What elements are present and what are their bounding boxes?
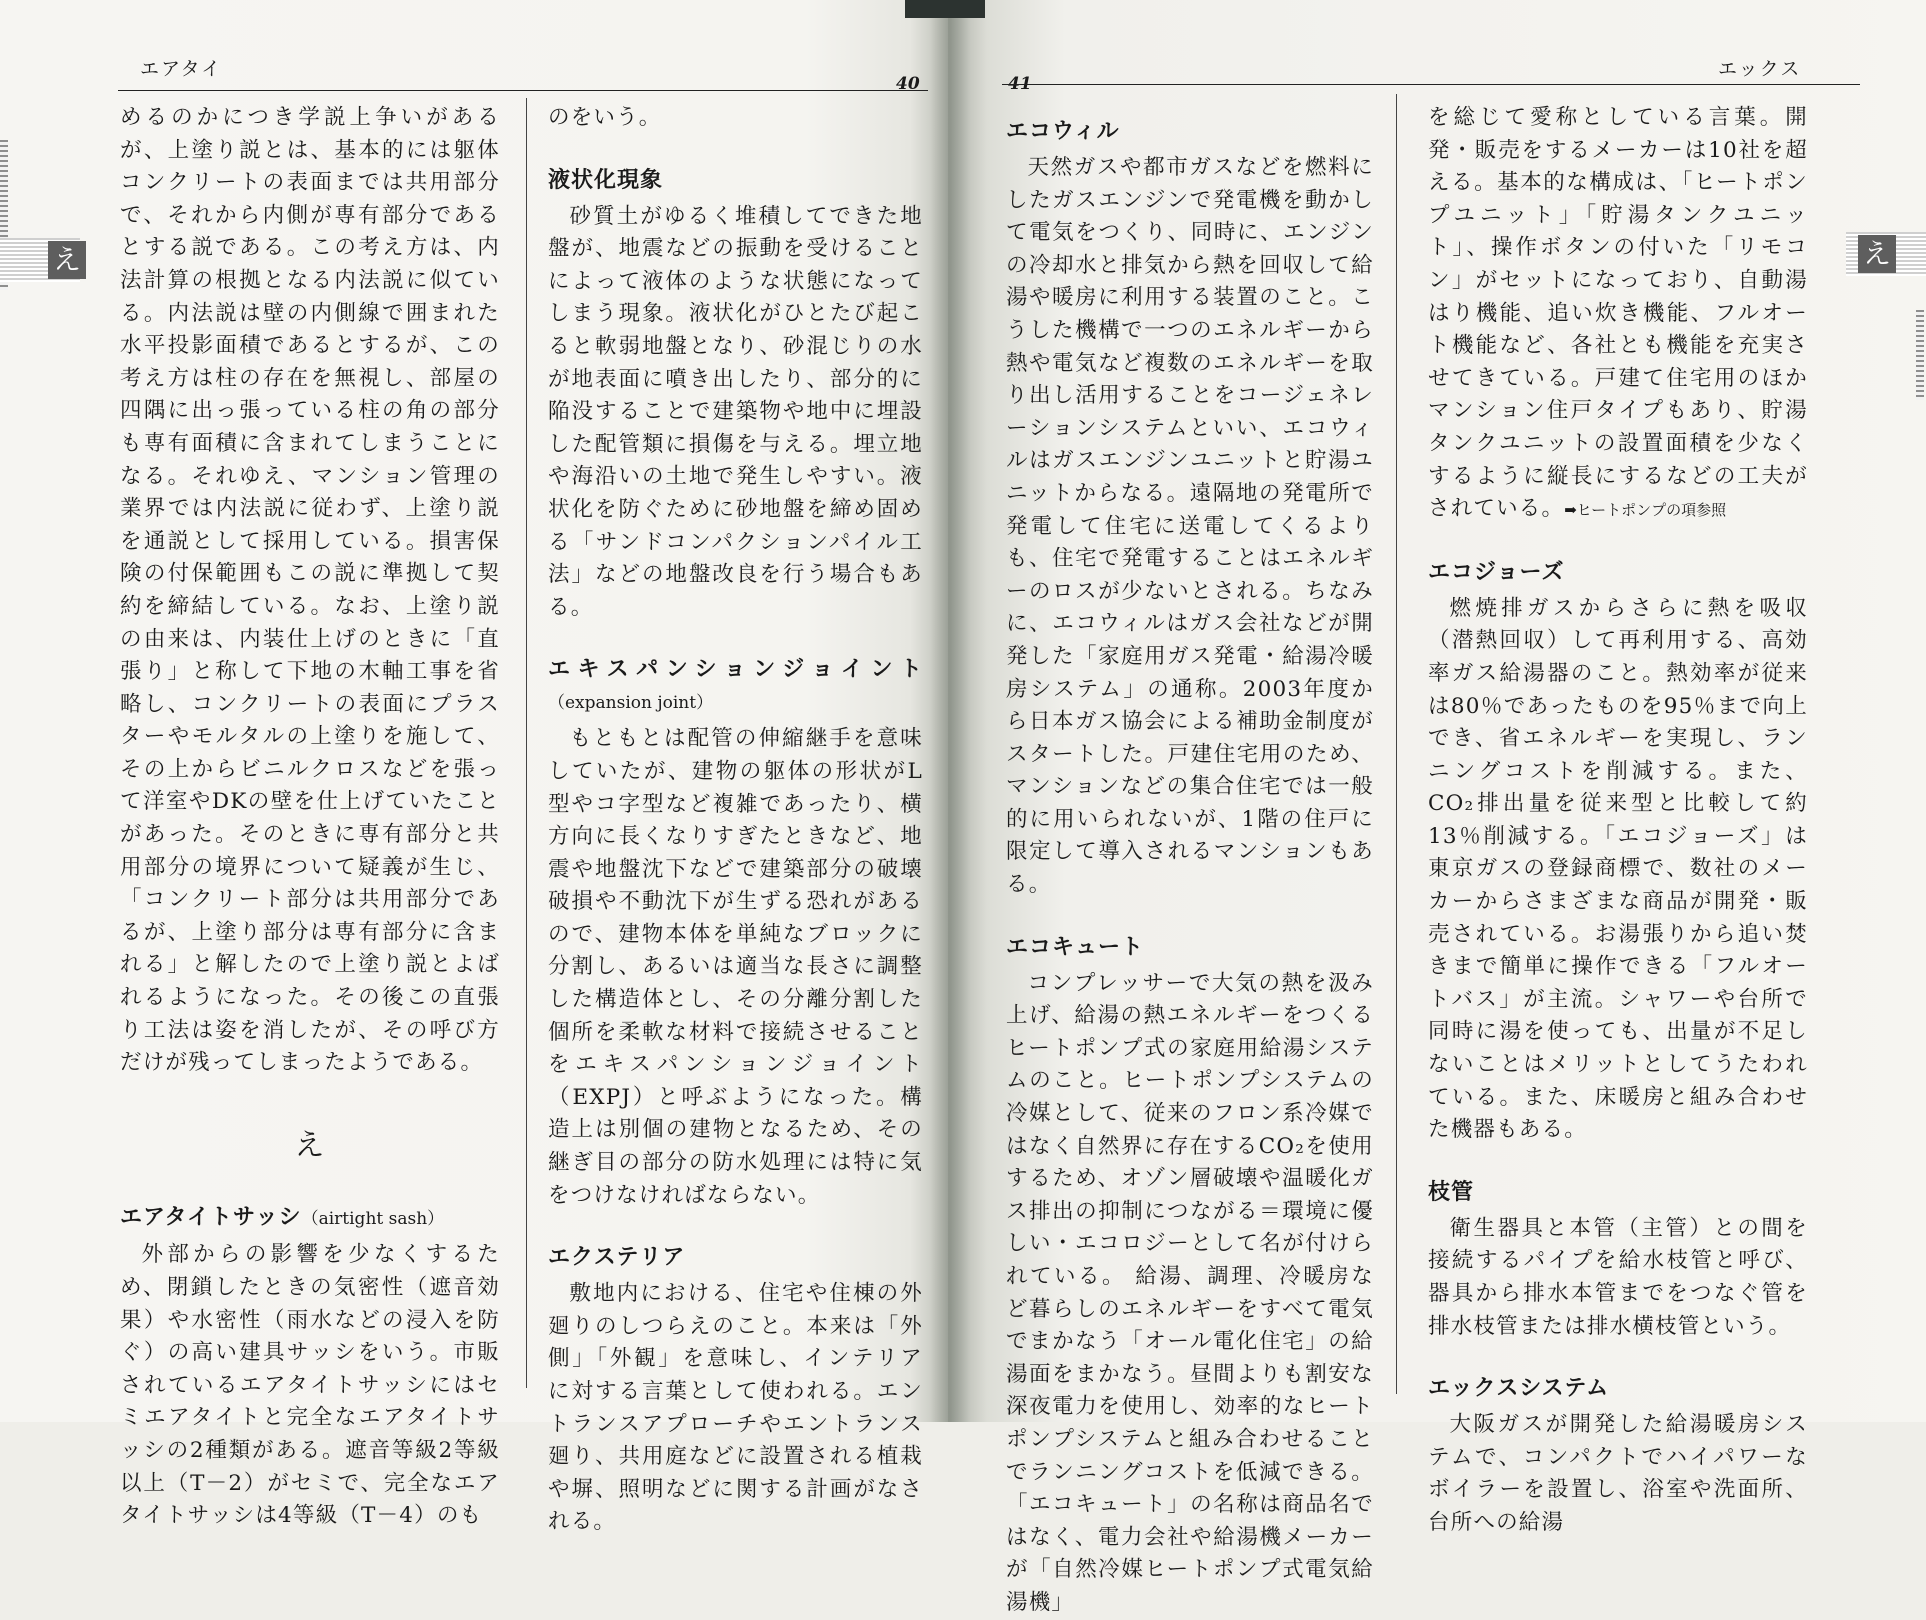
entry-title-english: （airtight sash） bbox=[301, 1209, 445, 1230]
entry-heading bbox=[548, 654, 923, 719]
page-edge-marks bbox=[1916, 310, 1924, 400]
entry-continuation: のをいう。 bbox=[548, 105, 662, 130]
entry-title: エアタイトサッシ bbox=[120, 1205, 302, 1231]
entry-body: もともとは配管の伸縮継手を意味していたが、建物の躯体の形状がL型やコ字型など複雑であったり、横方向に長くなりすぎたときなど、地震や地盤沈下などで建築部分の破壊破損や不動沈下が生ずる恐れがあるので、建物本体を単純なブロックに分割し、あるいは適当な長さに調整した構造体とし、その分離分割した個所を柔軟な材料で接続させることをエキスパンションジョイント（EXPJ）と呼ぶようになった。構造上は別個の建物となるため、その継ぎ目の部分の防水処理には特に気をつけなければならない。 bbox=[548, 726, 923, 1208]
section-letter: え bbox=[294, 1127, 326, 1163]
running-head-left: エアタイ bbox=[140, 58, 223, 80]
entry-body: 天然ガスや都市ガスなどを燃料にしたガスエンジンで発電機を動かして電気をつくり、同時に、エンジンの冷却水と排気から熱を回収して給湯や暖房に利用する装置のこと。こうした機構で一つのエネルギーから熱や電気など複数のエネルギーを取り出し活用することをコージェネレーションシステムといい、エコウィルはガスエンジンユニットと貯湯ユニットからなる。遠隔地の発電所で発電して住宅に送電してくるよりも、住宅で発電することはエネルギーのロスが少ないとされる。ちなみに、エコウィルはガス会社などが開発した「家庭用ガス発電・給湯冷暖房システム」の通称。2003年度から日本ガス協会による補助金制度がスタートした。戸建住宅用のため、マンションなどの集合住宅では一般的に用いられないが、1階の住戸に限定して導入されるマンションもある。 bbox=[1006, 155, 1374, 898]
column-divider-left bbox=[526, 98, 527, 1388]
entry-continuation-para bbox=[1428, 102, 1808, 527]
entry-title-english: （expansion joint） bbox=[548, 693, 714, 714]
entry-body: 砂質土がゆるく堆積してできた地盤が、地震などの振動を受けることによって液体のような状態になってしまう現象。液状化がひとたび起こると軟弱地盤となり、砂混じりの水が地表面に噴き出したり、部分的に陥没することで建築物や地中に埋設した配管類に損傷を与える。埋立地や海沿いの土地で発生しやすい。液状化を防ぐために砂地盤を締め固める「サンドコンパクションパイル工法」などの地盤改良を行う場合もある。 bbox=[548, 203, 923, 620]
entry-body: コンプレッサーで大気の熱を汲み上げ、給湯の熱エネルギーをつくるヒートポンプ式の家庭用給湯システムのこと。ヒートポンプシステムの冷媒として、従来のフロン系冷媒ではなく自然界に存在するCO₂を使用するため、オゾン層破壊や温暖化ガス排出の抑制につながる＝環境に優しい・エコロジーとして名が付けられている。 給湯、調理、冷暖房など暮らしのエネルギーをすべて電気でまかなう「オール電化住宅」の給湯面をまかなう。昼間よりも割安な深夜電力を使用し、効率的なヒートポンプシステムと組み合わせることでランニングコストを低減できる。「エコキュート」の名称は商品名ではなく、電力会社や給湯機メーカーが「自然冷媒ヒートポンプ式電気給湯機」 bbox=[1006, 970, 1374, 1615]
entry-body: 外部からの影響を少なくするため、閉鎖したときの気密性（遮音効果）や水密性（雨水などの浸入を防ぐ）の高い建具サッシをいう。市販されているエアタイトサッシにはセミエアタイトと完全なエアタイトサッシの2種類がある。遮音等級2等級以上（T－2）がセミで、完全なエアタイトサッシは4等級（T－4）のも bbox=[120, 1242, 500, 1529]
column-4 bbox=[1428, 102, 1808, 1535]
column-2 bbox=[548, 102, 923, 1535]
column-divider-right bbox=[1396, 94, 1397, 1394]
book-spine-shadow bbox=[930, 0, 970, 1422]
entry-heading bbox=[120, 1202, 500, 1235]
entry-continuation: めるのかにつき学説上争いがあるが、上塗り説とは、基本的には躯体コンクリートの表面までは共用部分で、それから内側が専有部分であるとする説である。この考え方は、内法計算の根拠となる内法説に似ている。内法説は壁の内側線で囲まれた水平投影面積であるとするが、この考え方は柱の存在を無視し、部屋の四隅に出っ張っている柱の角の部分も専有面積に含まれてしまうことになる。それゆえ、マンション管理の業界では内法説に従わず、上塗り説を通説として採用している。損害保険の付保範囲もこの説に準拠して契約を締結している。なお、上塗り説の由来は、内装仕上げのときに「直張り」と称して下地の木軸工事を省略し、コンクリートの表面にプラスターやモルタルの上塗りを施して、その上からビニルクロスなどを張って洋室やDKの壁を仕上げていたことがあった。そのときに専有部分と共用部分の境界について疑義が生じ、「コンクリート部分は共用部分であるが、上塗り部分は専有部分に含まれる」と解したので上塗り説とよばれるようになった。その後この直張り工法は姿を消したが、その呼び方だけが残ってしまったようである。 bbox=[120, 105, 500, 1076]
left-page bbox=[0, 0, 948, 1535]
book-spine-top bbox=[905, 0, 985, 18]
column-3 bbox=[1006, 102, 1374, 1615]
thumb-index-letter-left: え bbox=[48, 241, 86, 279]
entry-body: 衛生器具と本管（主管）との間を接続するパイプを給水枝管と呼び、器具から排水本管までをつなぐ管を排水枝管または排水横枝管という。 bbox=[1428, 1215, 1808, 1339]
entry-body: 敷地内における、住宅や住棟の外廻りのしつらえのこと。本来は「外側」「外観」を意味し、インテリアに対する言葉として使われる。エントランスアプローチやエントランス廻り、共用庭などに設置される植栽や塀、照明などに関する計画がなされる。 bbox=[548, 1281, 923, 1535]
cross-reference: ➡ヒートポンプの項参照 bbox=[1564, 501, 1727, 520]
entry-heading: 液状化現象 bbox=[548, 167, 664, 193]
thumb-index-letter-right: え bbox=[1858, 235, 1896, 273]
running-head-right: エックス bbox=[1718, 58, 1802, 80]
entry-heading: エックスシステム bbox=[1428, 1376, 1610, 1402]
entry-heading: エクステリア bbox=[548, 1245, 686, 1271]
entry-continuation: を総じて愛称としている言葉。開発・販売をするメーカーは10社を超える。基本的な構成は、「ヒートポンプユニット」「貯湯タンクユニット」、操作ボタンの付いた「リモコン」がセットになっており、自動湯はり機能、追い炊き機能、フルオート機能など、各社とも機能を充実させてきている。戸建て住宅用のほかマンション住戸タイプもあり、貯湯タンクユニットの設置面積を少なくするように縦長にするなどの工夫がされている。 bbox=[1428, 105, 1808, 522]
entry-title: エキスパンションジョイント bbox=[548, 657, 923, 683]
entry-body: 燃焼排ガスからさらに熱を吸収（潜熱回収）して再利用する、高効率ガス給湯器のこと。熱効率が従来は80％であったものを95％まで向上でき、省エネルギーを実現し、ランニングコストを削減する。また、CO₂排出量を従来型と比較して約13％削減する。「エコジョーズ」は東京ガスの登録商標で、数社のメーカーからさまざまな商品が開発・販売されている。お湯張りから追い焚きまで簡単に操作できる「フルオートバス」が主流。シャワーや台所で同時に湯を使っても、出量が不足しないことはメリットとしてうたわれている。また、床暖房と組み合わせた機器もある。 bbox=[1428, 595, 1808, 1143]
column-1 bbox=[120, 102, 500, 1529]
header-rule-left bbox=[118, 90, 928, 91]
entry-body: 大阪ガスが開発した給湯暖房システムで、コンパクトでハイパワーなボイラーを設置し、浴室や洗面所、台所への給湯 bbox=[1428, 1412, 1808, 1535]
entry-heading: エコジョーズ bbox=[1428, 559, 1565, 585]
page-number-left: 40 bbox=[896, 74, 920, 94]
entry-heading: エコキュート bbox=[1006, 934, 1145, 960]
page-number-right: 41 bbox=[1008, 74, 1032, 94]
entry-heading: 枝管 bbox=[1428, 1179, 1475, 1205]
entry-heading: エコウィル bbox=[1006, 119, 1120, 144]
right-page bbox=[948, 0, 1926, 1615]
header-rule-right bbox=[1002, 84, 1860, 85]
